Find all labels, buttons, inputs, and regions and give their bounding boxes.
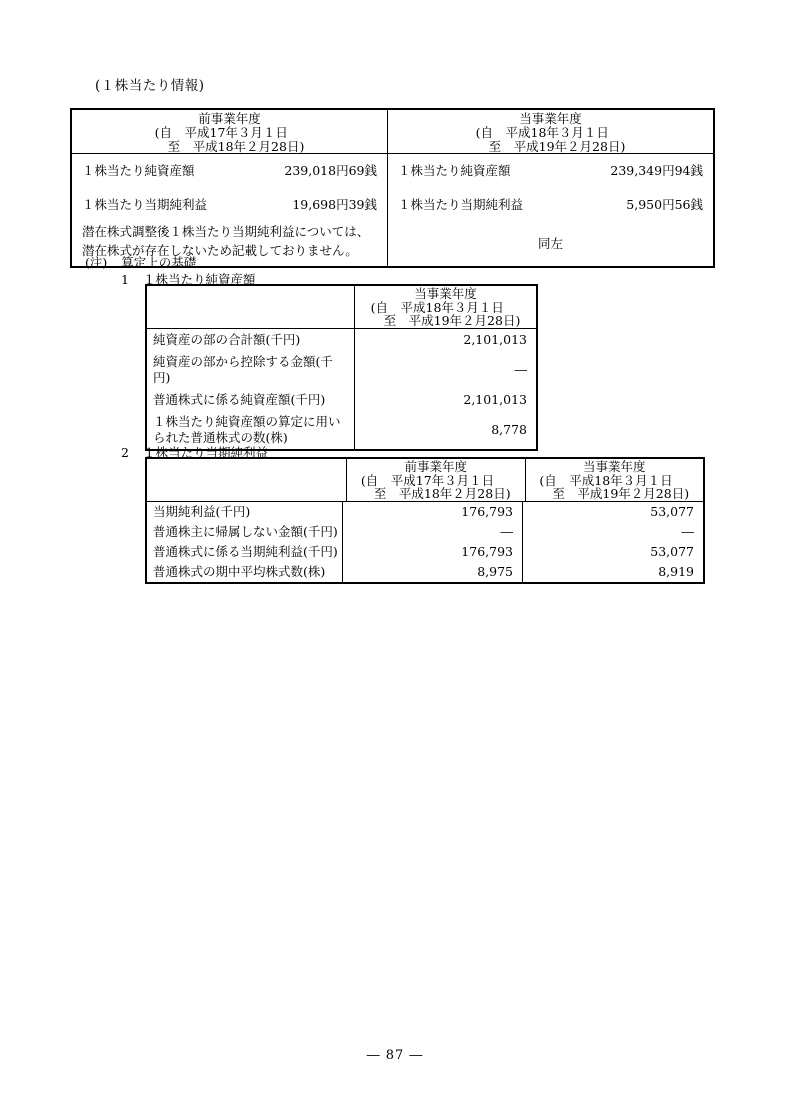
row-value-text: ― bbox=[681, 523, 694, 539]
row-value-text: 176,793 bbox=[461, 503, 513, 519]
prev-year-period-range bbox=[155, 126, 305, 154]
row-value-text: 176,793 bbox=[461, 543, 513, 559]
row-value: 239,018円69銭 bbox=[284, 163, 377, 178]
prev-year-header bbox=[72, 110, 387, 154]
row-label-text: １株当たり純資産額の算定に用いられた普通株式の数(株) bbox=[153, 413, 341, 445]
curr-year-period-range bbox=[476, 126, 626, 154]
row-value-text: 8,778 bbox=[491, 421, 527, 437]
row-label bbox=[147, 351, 355, 389]
note-heading-text: 算定上の基礎 bbox=[121, 255, 197, 270]
per-share-summary-table bbox=[70, 108, 715, 268]
prev-year-period-to: 至 平成18年２月28日) bbox=[167, 139, 305, 154]
table-row bbox=[147, 502, 703, 522]
row-label bbox=[147, 542, 343, 562]
curr-year-period-to: 至 平成19年２月28日) bbox=[488, 139, 626, 154]
prev-year-period-from: (自 平成17年３月１日 bbox=[154, 125, 288, 140]
section1-title-text: １株当たり純資産額 bbox=[142, 272, 256, 287]
note-marker: (注) bbox=[85, 255, 108, 270]
row-value-text: 8,919 bbox=[658, 563, 694, 579]
row-value-text: 8,975 bbox=[477, 563, 513, 579]
prev-year-period-title: 前事業年度 bbox=[198, 111, 261, 126]
period-from: (自 平成18年３月１日 bbox=[370, 299, 504, 315]
row-label bbox=[147, 502, 343, 522]
page-title: (１株当たり情報) bbox=[95, 78, 205, 94]
row-label-text: 普通株式に係る当期純利益(千円) bbox=[153, 543, 338, 559]
curr-year-period-title: 当事業年度 bbox=[519, 111, 582, 126]
row-label: １株当たり純資産額 bbox=[82, 163, 195, 178]
row-label bbox=[147, 562, 343, 582]
table-row bbox=[147, 329, 536, 351]
period-from: (自 平成17年３月１日 bbox=[360, 472, 495, 488]
period-title: 当事業年度 bbox=[414, 286, 477, 301]
period-to: 至 平成19年２月28日) bbox=[383, 313, 521, 328]
row-value-text: ― bbox=[514, 361, 527, 377]
page-number: ― 87 ― bbox=[366, 1048, 424, 1063]
net-income-basis-table bbox=[145, 457, 705, 584]
row-value bbox=[355, 411, 536, 449]
table-row bbox=[82, 163, 377, 179]
row-label bbox=[147, 389, 355, 411]
net-assets-basis-table bbox=[145, 284, 538, 451]
net-assets-table-header bbox=[147, 286, 536, 329]
section2-title-text: １株当たり当期純利益 bbox=[142, 445, 268, 460]
table-row bbox=[147, 542, 703, 562]
period-to: 至 平成18年２月28日) bbox=[373, 486, 511, 501]
curr-year-column-header bbox=[355, 286, 536, 328]
curr-year-period-from: (自 平成18年３月１日 bbox=[475, 125, 609, 140]
curr-year-value bbox=[523, 502, 703, 522]
period-title: 当事業年度 bbox=[582, 459, 646, 474]
period-from: (自 平成18年３月１日 bbox=[539, 472, 673, 488]
curr-year-header bbox=[388, 110, 713, 154]
table-row bbox=[147, 351, 536, 389]
prev-year-value bbox=[343, 562, 523, 582]
row-value-text: ― bbox=[500, 523, 513, 539]
row-value: 239,349円94銭 bbox=[610, 163, 703, 178]
prev-year-value bbox=[343, 502, 523, 522]
row-label-text: 普通株主に帰属しない金額(千円) bbox=[153, 523, 338, 539]
period-range bbox=[539, 474, 689, 501]
curr-year-column-header bbox=[526, 459, 704, 501]
dilution-note: 潜在株式調整後１株当たり当期純利益については、潜在株式が存在しないため記載しておりません。 bbox=[82, 224, 370, 258]
table-row bbox=[398, 163, 703, 179]
row-value-text: 53,077 bbox=[650, 503, 694, 519]
row-label-text: 普通株式に係る純資産額(千円) bbox=[153, 391, 326, 407]
table-row bbox=[147, 562, 703, 582]
row-label: １株当たり当期純利益 bbox=[82, 197, 208, 212]
prev-year-column bbox=[72, 110, 388, 266]
net-income-table-header bbox=[147, 459, 703, 502]
curr-year-column bbox=[388, 110, 713, 266]
curr-year-value bbox=[523, 542, 703, 562]
curr-year-value bbox=[523, 522, 703, 542]
row-label: １株当たり純資産額 bbox=[398, 163, 511, 178]
section1-number: 1 bbox=[121, 272, 129, 287]
table-row bbox=[398, 197, 703, 213]
row-label-text: 普通株式の期中平均株式数(株) bbox=[153, 563, 326, 579]
prev-year-column-header bbox=[347, 459, 526, 501]
row-value-text: 2,101,013 bbox=[463, 391, 527, 407]
row-value bbox=[355, 389, 536, 411]
ditto-note: 同左 bbox=[537, 236, 563, 251]
empty-header-cell bbox=[147, 459, 347, 501]
row-value-text: 2,101,013 bbox=[463, 331, 527, 347]
basis-note-heading bbox=[85, 253, 196, 271]
row-value bbox=[355, 351, 536, 389]
empty-header-cell bbox=[147, 286, 355, 328]
row-value-text: 53,077 bbox=[650, 543, 694, 559]
table-row bbox=[147, 389, 536, 411]
row-label bbox=[147, 522, 343, 542]
prev-year-value bbox=[343, 542, 523, 562]
period-title: 前事業年度 bbox=[404, 459, 467, 474]
row-label-text: 純資産の部の合計額(千円) bbox=[153, 331, 301, 347]
period-to: 至 平成19年２月28日) bbox=[552, 486, 690, 501]
row-value: 19,698円39銭 bbox=[292, 197, 377, 212]
row-value: 5,950円56銭 bbox=[626, 197, 703, 212]
table-row bbox=[82, 197, 377, 213]
row-value bbox=[355, 329, 536, 351]
curr-year-body bbox=[388, 154, 713, 266]
table-row bbox=[147, 522, 703, 542]
row-label-text: 純資産の部から控除する金額(千円) bbox=[153, 353, 333, 385]
curr-year-value bbox=[523, 562, 703, 582]
section2-number: 2 bbox=[121, 445, 129, 460]
row-label: １株当たり当期純利益 bbox=[398, 197, 524, 212]
row-label bbox=[147, 329, 355, 351]
prev-year-body bbox=[72, 154, 387, 266]
period-range bbox=[371, 301, 521, 328]
prev-year-value bbox=[343, 522, 523, 542]
period-range bbox=[361, 474, 511, 501]
row-label-text: 当期純利益(千円) bbox=[153, 503, 251, 519]
